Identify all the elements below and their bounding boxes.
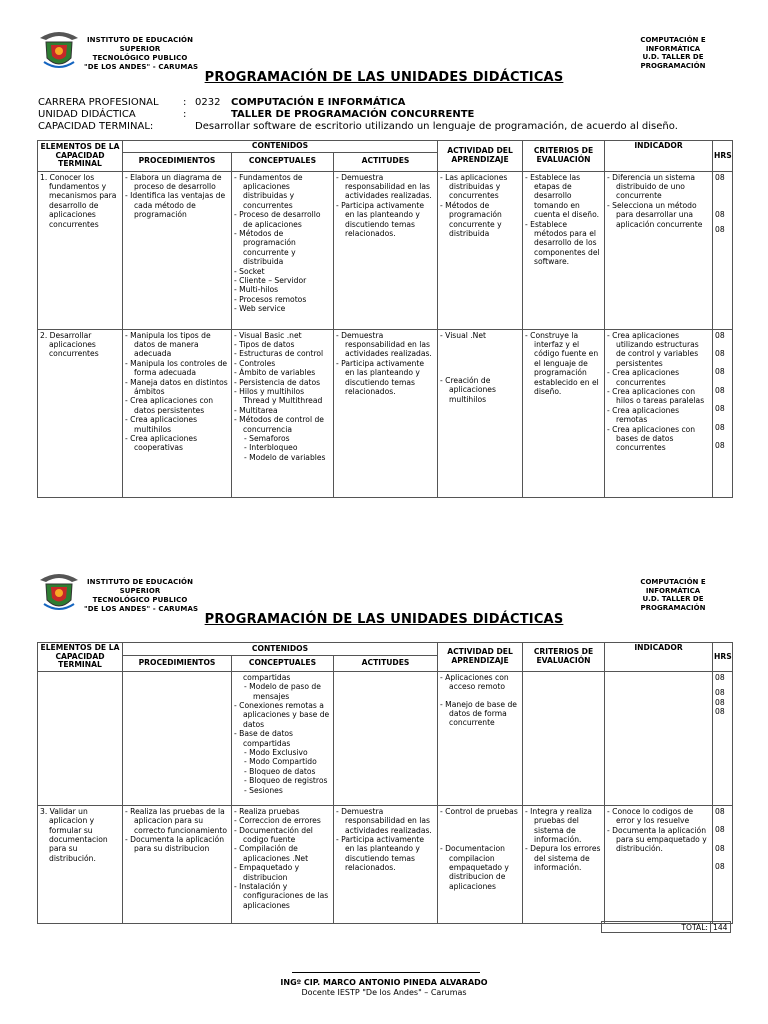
hours-value: 08 (715, 404, 725, 414)
course-header: COMPUTACIÓN E INFORMÁTICA U.D. TALLER DE PROGRAMACIÓN (640, 36, 706, 70)
list-item: - Manipula los controles de forma adecuada (125, 358, 228, 378)
elemento-cell (38, 671, 123, 805)
list-item: - Métodos de programación concurrente y distribuida (234, 229, 296, 267)
carrera-label: CARRERA PROFESIONAL (38, 97, 159, 108)
unidad-value: TALLER DE PROGRAMACIÓN CONCURRENTE (231, 109, 475, 120)
hours-value: 08 (715, 349, 725, 358)
list-item: - Proceso de desarrollo de aplicaciones (234, 210, 321, 229)
page-title: PROGRAMACIÓN DE LAS UNIDADES DIDÁCTICAS (204, 612, 564, 627)
list-item: - Establece las etapas de desarrollo tomando en cuenta el diseño. (525, 172, 600, 220)
total-value: 144 (711, 922, 731, 933)
hours-value: 08 (715, 172, 725, 182)
list-item: - Identifica las ventajas de cada método de programación (125, 191, 226, 220)
list-item: - Visual Basic .net (234, 330, 302, 340)
list-item: - Estructuras de control (234, 349, 324, 359)
hours-value: 08 (715, 862, 725, 871)
col-header-procedimientos: PROCEDIMIENTOS (123, 152, 232, 171)
list-item: - Multi-hilos (234, 285, 279, 295)
actividad-list (440, 673, 520, 728)
list-item: - Crea aplicaciones multihilos (125, 415, 198, 434)
list-item: - Controles (234, 358, 276, 368)
criterios-list (525, 173, 602, 267)
list-item: - Creación de aplicaciones multihilos (440, 376, 496, 404)
list-item: - Participa activamente en las planteando y discutiendo temas relacionados. (336, 358, 425, 397)
list-item: - Empaquetado y distribucion (234, 863, 300, 882)
list-item: - Aplicaciones con acceso remoto (440, 672, 509, 692)
list-item: - Documenta la aplicación para su distribucion (125, 835, 225, 854)
hours-value: 08 (715, 806, 725, 816)
actividad-list (440, 331, 520, 405)
list-item: - Manipula los tipos de datos de manera adecuada (125, 330, 211, 359)
list-item: - Selecciona un método para desarrollar una aplicación concurrente (607, 200, 703, 229)
hours-value: 08 (715, 441, 725, 451)
list-item: - Documenta la aplicación para su empaquetado y distribución. (607, 825, 707, 854)
page-title: PROGRAMACIÓN DE LAS UNIDADES DIDÁCTICAS (204, 70, 564, 85)
capacidad-label: CAPACIDAD TERMINAL: (38, 121, 154, 132)
list-item: compartidas (243, 672, 291, 682)
table-row (38, 671, 733, 805)
list-item: - Crea aplicaciones utilizando estructuras de control y variables persistentes (607, 330, 699, 368)
list-item: - Interbloqueo (244, 443, 298, 453)
actividad-list (440, 807, 520, 891)
list-item: - Compilación de aplicaciones .Net (234, 844, 309, 863)
list-item: - Ámbito de variables (234, 368, 316, 378)
list-item: - Socket (234, 266, 265, 276)
list-item: - Integra y realiza pruebas del sistema de información. (525, 806, 592, 844)
signature-role: Docente IESTP "De los Andes" – Carumas (301, 988, 467, 997)
list-item: - Métodos de programación concurrente y distribuida (440, 200, 502, 239)
table-row (38, 329, 733, 497)
list-item: - Persistencia de datos (234, 377, 321, 387)
unidad-label: UNIDAD DIDÁCTICA (38, 109, 136, 120)
hours-value: 08 (715, 697, 725, 707)
list-item: - Web service (234, 304, 286, 314)
procedimientos-list (125, 807, 229, 854)
list-item: - Fundamentos de aplicaciones distribuidas y concurrentes (234, 172, 303, 210)
hours-value: 08 (715, 688, 725, 698)
institute-logo-icon (38, 28, 80, 72)
hrs-cell (713, 671, 733, 805)
hrs-cell (713, 171, 733, 329)
conceptuales-list (234, 807, 331, 910)
col-header-conceptuales: CONCEPTUALES (232, 152, 334, 171)
list-item: - Documentacion compilacion empaquetado y distribucion de aplicaciones (440, 844, 509, 891)
list-item: - Participa activamente en las planteando y discutiendo temas relacionados. (336, 200, 425, 239)
hours-value: 08 (715, 707, 725, 716)
institute-name: INSTITUTO DE EDUCACIÓN SUPERIOR TECNOLÓGICO PUBLICO "DE LOS ANDES" - CARUMAS (84, 578, 199, 613)
list-item: - Control de pruebas (440, 806, 518, 816)
list-item: - Elabora un diagrama de proceso de desarrollo (125, 172, 222, 191)
criterios-list (525, 331, 602, 397)
list-item: - Bloqueo de registros (244, 776, 328, 786)
institute-name: INSTITUTO DE EDUCACIÓN SUPERIOR TECNOLÓGICO PUBLICO "DE LOS ANDES" - CARUMAS (84, 36, 199, 71)
table-row (38, 805, 733, 923)
signature-line (292, 972, 480, 973)
list-item: - Crea aplicaciones con bases de datos concurrentes (607, 424, 696, 453)
list-item: - Depura los errores del sistema de información. (525, 844, 601, 873)
list-item: - Crea aplicaciones concurrentes (607, 368, 680, 387)
col-header-elementos: ELEMENTOS DE LA CAPACIDAD TERMINAL (38, 643, 123, 672)
col-header-indicador: INDICADOR (605, 141, 713, 172)
procedimientos-list (125, 331, 229, 453)
hours-value: 08 (715, 225, 725, 235)
programming-table-page-2 (37, 642, 733, 924)
list-item: - Crea aplicaciones con hilos o tareas paralelas (607, 387, 705, 406)
col-header-criterios: CRITERIOS DE EVALUACIÓN (523, 141, 605, 172)
list-item: - Modelo de paso de mensajes (244, 682, 321, 701)
procedimientos-list (125, 173, 229, 220)
col-header-contenidos: CONTENIDOS (123, 141, 438, 153)
col-header-actitudes: ACTITUDES (334, 152, 438, 171)
list-item: - Modo Exclusivo (244, 748, 308, 758)
list-item: - Crea aplicaciones cooperativas (125, 434, 198, 453)
col-header-conceptuales: CONCEPTUALES (232, 656, 334, 672)
list-item: - Hilos y multihilos Thread y Multithread (234, 387, 323, 406)
hours-value: 08 (715, 385, 725, 395)
col-header-hrs: HRS (713, 141, 733, 172)
institute-logo-icon (38, 570, 80, 614)
col-header-actividad: ACTIVIDAD DEL APRENDIZAJE (438, 141, 523, 172)
table-row (38, 171, 733, 329)
programming-table-page-1 (37, 140, 733, 498)
col-header-criterios: CRITERIOS DE EVALUACIÓN (523, 643, 605, 672)
list-item: - Diferencia un sistema distribuido de uno concurrente (607, 172, 696, 201)
elemento-cell: 3. Validar un aplicacion y formular su documentacion para su distribución. (40, 806, 108, 863)
list-item: - Modelo de variables (244, 452, 326, 462)
list-item: - Visual .Net (440, 330, 486, 340)
indicador-list (607, 173, 710, 229)
course-info: CARRERA PROFESIONAL : 0232 COMPUTACIÓN E INFORMÁTICA UNIDAD DIDÁCTICA : TALLER DE PROGRAMACIÓN CONCURRENTE CAPACIDAD TERMINAL: Desarrollar software de escritorio utilizando un lenguaje de programación, de acuerdo al diseño. (38, 97, 678, 132)
list-item: - Las aplicaciones distribuidas y concurrentes (440, 172, 508, 201)
col-header-contenidos: CONTENIDOS (123, 643, 438, 656)
indicador-list (607, 331, 710, 453)
col-header-elementos: ELEMENTOS DE LA CAPACIDAD TERMINAL (38, 141, 123, 172)
list-item: - Correccion de errores (234, 816, 321, 826)
list-item: - Métodos de control de concurrencia (234, 415, 324, 434)
actitudes-list (336, 173, 435, 239)
list-item: - Establece métodos para el desarrollo de los componentes del software. (525, 219, 600, 267)
list-item: - Sesiones (244, 785, 283, 795)
col-header-indicador: INDICADOR (605, 643, 713, 672)
list-item: - Construye la interfaz y el código fuente en el lenguaje de programación establecido en el diseño. (525, 330, 599, 397)
list-item: - Realiza las pruebas de la aplicacion para su correcto funcionamiento (125, 806, 227, 835)
list-item: - Bloqueo de datos (244, 766, 316, 776)
list-item: - Instalación y configuraciones de las aplicaciones (234, 882, 329, 910)
hours-value: 08 (715, 843, 725, 853)
conceptuales-list (234, 331, 331, 463)
list-item: - Participa activamente en las planteando y discutiendo temas relacionados. (336, 835, 425, 873)
carrera-value: COMPUTACIÓN E INFORMÁTICA (231, 97, 406, 108)
actividad-list (440, 173, 520, 239)
list-item: - Base de datos compartidas (234, 729, 294, 748)
hrs-cell (713, 805, 733, 923)
elemento-cell: 1. Conocer los fundamentos y mecanismos para desarrollo de aplicaciones concurrentes (40, 172, 117, 229)
signature-block (0, 978, 768, 998)
list-item: - Conexiones remotas a aplicaciones y base de datos (234, 701, 330, 729)
list-item: - Cliente – Servidor (234, 276, 307, 286)
actitudes-list (336, 807, 435, 873)
conceptuales-list (234, 673, 331, 795)
hours-value: 08 (715, 825, 725, 835)
list-item: - Maneja datos en distintos ámbitos (125, 377, 228, 397)
list-item: - Manejo de base de datos de forma concurrente (440, 699, 517, 728)
list-item: - Conoce lo codigos de error y los resuelve (607, 806, 694, 826)
list-item: - Tipos de datos (234, 340, 295, 349)
list-item: - Demuestra responsabilidad en las actividades realizadas. (336, 172, 432, 201)
total-label: TOTAL: (602, 922, 711, 933)
hours-value: 08 (715, 330, 725, 340)
hours-value: 08 (715, 210, 725, 219)
course-header: COMPUTACIÓN E INFORMÁTICA U.D. TALLER DE PROGRAMACIÓN (640, 578, 706, 612)
col-header-procedimientos: PROCEDIMIENTOS (123, 656, 232, 672)
list-item: - Demuestra responsabilidad en las actividades realizadas. (336, 806, 432, 835)
list-item: - Demuestra responsabilidad en las actividades realizadas. (336, 330, 432, 359)
list-item: - Realiza pruebas (234, 806, 300, 816)
list-item: - Documentación del codigo fuente (234, 825, 313, 844)
list-item: - Procesos remotos (234, 294, 307, 304)
total-row (601, 921, 731, 933)
col-header-actitudes: ACTITUDES (334, 656, 438, 672)
hrs-cell (713, 329, 733, 497)
criterios-list (525, 807, 602, 873)
carrera-code: 0232 (195, 97, 221, 108)
list-item: - Multitarea (234, 405, 278, 415)
actitudes-list (336, 331, 435, 397)
elemento-cell: 2. Desarrollar aplicaciones concurrentes (40, 330, 99, 359)
col-header-hrs: HRS (713, 643, 733, 672)
list-item: - Semaforos (244, 434, 290, 444)
hours-value: 08 (715, 672, 725, 682)
capacidad-value: Desarrollar software de escritorio utilizando un lenguaje de programación, de acuerdo al diseño. (195, 121, 678, 132)
hours-value: 08 (715, 367, 725, 377)
col-header-actividad: ACTIVIDAD DEL APRENDIZAJE (438, 643, 523, 672)
signature-name: INGº CIP. MARCO ANTONIO PINEDA ALVARADO (280, 978, 488, 987)
list-item: - Crea aplicaciones con datos persistentes (125, 396, 214, 415)
list-item: - Crea aplicaciones remotas (607, 405, 680, 425)
hours-value: 08 (715, 422, 725, 432)
indicador-list (607, 807, 710, 854)
list-item: - Modo Compartido (244, 757, 317, 767)
conceptuales-list (234, 173, 331, 314)
